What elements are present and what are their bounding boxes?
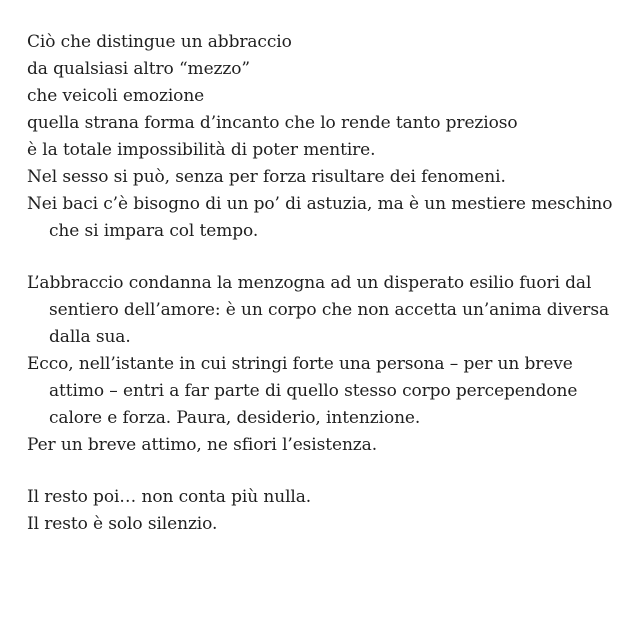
stanza-1 [27,29,627,245]
poem-line: Il resto poi… non conta più nulla. [27,487,312,507]
poem-line: Per un breve attimo, ne sfiori l’esistenza. [27,435,377,455]
poem-line: L’abbraccio condanna la menzogna ad un disperato esilio fuori dal sentiero dell’amore: è un corpo che non accetta un’anima diversa dalla sua. [27,273,609,347]
poem-line: Il resto è solo silenzio. [27,514,218,534]
poem-line: quella strana forma d’incanto che lo rende tanto prezioso [27,113,518,133]
poem-line: Ecco, nell’istante in cui stringi forte una persona – per un breve attimo – entri a far parte di quello stesso corpo percependone calore e forza. Paura, desiderio, intenzione. [27,354,578,428]
stanza-3 [27,484,627,538]
stanza-2 [27,270,627,459]
poem-line: Ciò che distingue un abbraccio [27,32,292,52]
poem-page [27,29,627,563]
poem-line: Nel sesso si può, senza per forza risultare dei fenomeni. [27,167,506,187]
poem-line: che veicoli emozione [27,86,205,106]
poem-line: da qualsiasi altro “mezzo” [27,59,250,79]
poem-line: è la totale impossibilità di poter mentire. [27,140,376,160]
poem-line: Nei baci c’è bisogno di un po’ di astuzia, ma è un mestiere meschino che si impara col tempo. [27,194,613,241]
